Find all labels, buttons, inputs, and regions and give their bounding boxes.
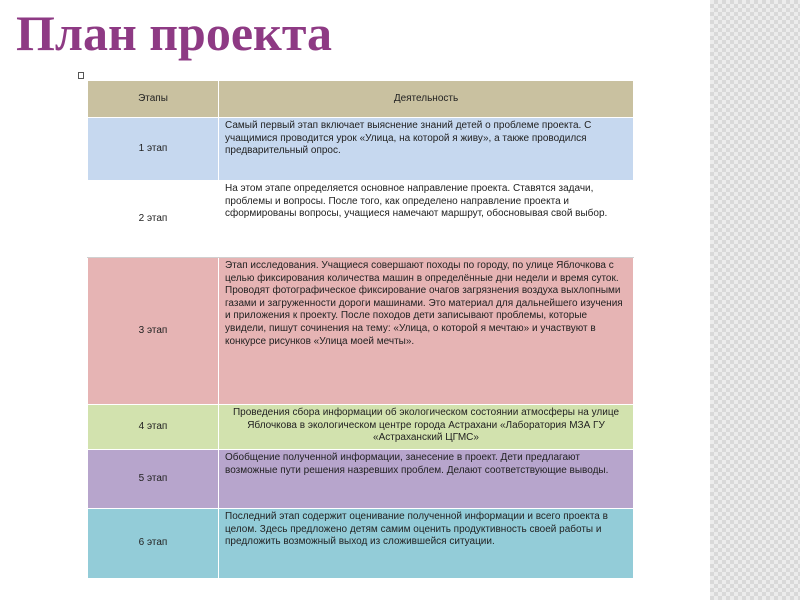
table-row bbox=[88, 450, 634, 509]
stage-cell: 3 этап bbox=[88, 258, 219, 405]
project-plan-table bbox=[87, 80, 634, 579]
stage-cell: 1 этап bbox=[88, 118, 219, 181]
table-row bbox=[88, 258, 634, 405]
table-row bbox=[88, 405, 634, 450]
header-activity: Деятельность bbox=[219, 81, 634, 118]
activity-cell: Проведения сбора информации об экологическом состоянии атмосферы на улице Яблочкова в экологическом центре города Астрахани «Лаборатория МЗА ГУ «Астраханский ЦГМС» bbox=[219, 405, 634, 450]
stage-cell: 2 этап bbox=[88, 181, 219, 258]
page-title: План проекта bbox=[16, 5, 333, 61]
table-header-row bbox=[88, 81, 634, 118]
stage-cell: 6 этап bbox=[88, 509, 219, 579]
activity-cell: Самый первый этап включает выяснение знаний детей о проблеме проекта. С учащимися проводится урок «Улица, на которой я живу», а также проводился предварительный опрос. bbox=[219, 118, 634, 181]
table-row bbox=[88, 181, 634, 258]
table-row bbox=[88, 509, 634, 579]
activity-cell: Последний этап содержит оценивание полученной информации и всего проекта в целом. Здесь предложено детям самим оценить продуктивность своей работы и предложить возможный выход из сложившейся ситуации. bbox=[219, 509, 634, 579]
stage-cell: 4 этап bbox=[88, 405, 219, 450]
activity-cell: На этом этапе определяется основное направление проекта. Ставятся задачи, проблемы и вопросы. После того, как определено направление проекта и сформированы вопросы, учащиеся намечают маршрут, обосновывая свой выбор. bbox=[219, 181, 634, 258]
table-row bbox=[88, 118, 634, 181]
decorative-side-pattern bbox=[710, 0, 800, 600]
bullet-marker-icon bbox=[78, 72, 84, 79]
header-stages: Этапы bbox=[88, 81, 219, 118]
activity-cell: Обобщение полученной информации, занесение в проект. Дети предлагают возможные пути решения назревших проблем. Делают соответствующие выводы. bbox=[219, 450, 634, 509]
stage-cell: 5 этап bbox=[88, 450, 219, 509]
activity-cell: Этап исследования. Учащиеся совершают походы по городу, по улице Яблочкова с целью фиксирования количества машин в определённые дни недели и время суток. Проводят фотографическое фиксирование очагов загрязнения воздуха выхлопными газами и загруженности дороги машинами. Это материал для дальнейшего изучения и приложения к проекту. После походов дети записывают проблемы, которые увидели, пишут сочинения на тему: «Улица, о которой я мечтаю» и участвуют в конкурсе рисунков «Улица моей мечты». bbox=[219, 258, 634, 405]
